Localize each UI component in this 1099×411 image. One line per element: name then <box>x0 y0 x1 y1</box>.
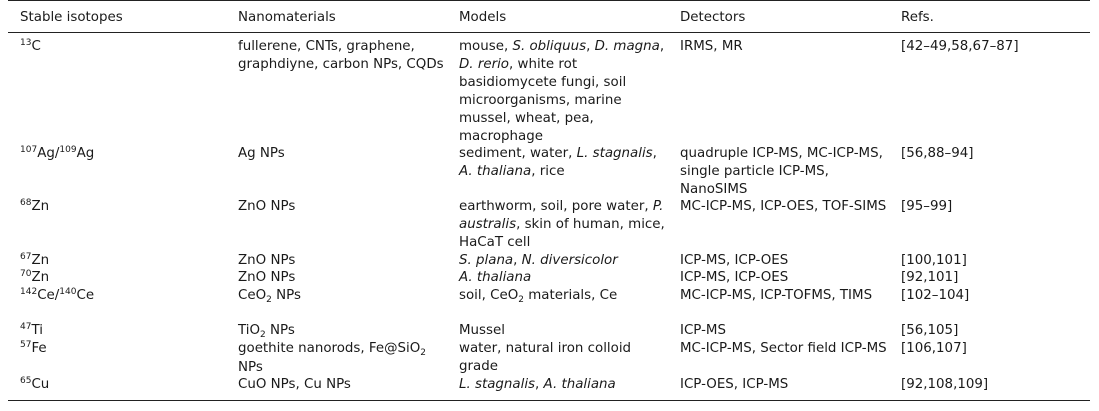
header-models: Models <box>459 10 507 25</box>
table-row-detectors: MC-ICP-MS, ICP-OES, TOF-SIMS <box>680 199 887 214</box>
table-top-rule <box>8 0 1090 1</box>
table-row-refs: [100,101] <box>901 253 967 268</box>
header-nanomaterials: Nanomaterials <box>238 10 336 25</box>
table-row-models: Mussel <box>459 323 505 338</box>
table-row-detectors: IRMS, MR <box>680 39 743 54</box>
table-row-nanomaterials: ZnO NPs <box>238 270 296 285</box>
table-row-models: sediment, water, L. stagnalis, A. thaliana, rice <box>459 146 657 179</box>
table-row-models: A. thaliana <box>459 270 532 285</box>
table-row-refs: [92,108,109] <box>901 377 989 392</box>
table-row-refs: [56,105] <box>901 323 959 338</box>
table-row-models: L. stagnalis, A. thaliana <box>459 377 616 392</box>
table-row-nanomaterials: TiO$_2$ NPs <box>238 323 295 340</box>
table-row-refs: [102–104] <box>901 288 970 303</box>
table-row-detectors: MC-ICP-MS, ICP-TOFMS, TIMS <box>680 288 873 303</box>
table-row-isotope: $^{47}$Ti <box>20 322 43 338</box>
header-stable-isotopes: Stable isotopes <box>20 10 123 25</box>
table-row-refs: [42–49,58,67–87] <box>901 39 1019 54</box>
table-row-refs: [92,101] <box>901 270 959 285</box>
table-row-isotope: $^{70}$Zn <box>20 269 50 285</box>
table-row-isotope: $^{67}$Zn <box>20 252 50 268</box>
table-row-refs: [95–99] <box>901 199 953 214</box>
table-row-detectors: quadruple ICP-MS, MC-ICP-MS, single particle ICP-MS, NanoSIMS <box>680 146 883 197</box>
table-row-detectors: ICP-MS <box>680 323 726 338</box>
table-row-models: mouse, S. obliquus, D. magna, D. rerio, white rot basidiomycete fungi, soil microorganisms, marine mussel, wheat, pea, macrophage <box>459 39 665 144</box>
table-row-refs: [56,88–94] <box>901 146 974 161</box>
table-row-detectors: MC-ICP-MS, Sector field ICP-MS <box>680 341 887 356</box>
table-row-detectors: ICP-MS, ICP-OES <box>680 270 789 285</box>
table-row-nanomaterials: fullerene, CNTs, graphene, graphdiyne, carbon NPs, CQDs <box>238 39 444 72</box>
table-row-detectors: ICP-MS, ICP-OES <box>680 253 789 268</box>
table-row-models: water, natural iron colloid grade <box>459 341 632 374</box>
table-row-models: soil, CeO$_2$ materials, Ce <box>459 288 618 305</box>
table-row-models: S. plana, N. diversicolor <box>459 253 618 268</box>
table-row-models: earthworm, soil, pore water, P. australis, skin of human, mice, HaCaT cell <box>459 199 665 250</box>
table-row-isotope: $^{68}$Zn <box>20 198 50 214</box>
table-row-detectors: ICP-OES, ICP-MS <box>680 377 789 392</box>
table-row-nanomaterials: ZnO NPs <box>238 199 296 214</box>
table-row-nanomaterials: CuO NPs, Cu NPs <box>238 377 351 392</box>
header-detectors: Detectors <box>680 10 746 25</box>
table-row-isotope: $^{57}$Fe <box>20 340 47 356</box>
header-refs: Refs. <box>901 10 934 25</box>
table-row-isotope: $^{142}$Ce/$^{140}$Ce <box>20 287 95 303</box>
table-row-nanomaterials: Ag NPs <box>238 146 285 161</box>
table-row-isotope: $^{65}$Cu <box>20 376 50 392</box>
table-row-nanomaterials: ZnO NPs <box>238 253 296 268</box>
table-row-refs: [106,107] <box>901 341 967 356</box>
table-bottom-rule <box>8 400 1090 401</box>
table-row-nanomaterials: CeO$_2$ NPs <box>238 288 301 305</box>
table-row-isotope: $^{13}$C <box>20 38 41 54</box>
table-row-isotope: $^{107}$Ag/$^{109}$Ag <box>20 145 95 161</box>
table-row-nanomaterials: goethite nanorods, Fe@SiO$_2$ NPs <box>238 341 426 375</box>
table-header-rule <box>8 32 1090 33</box>
